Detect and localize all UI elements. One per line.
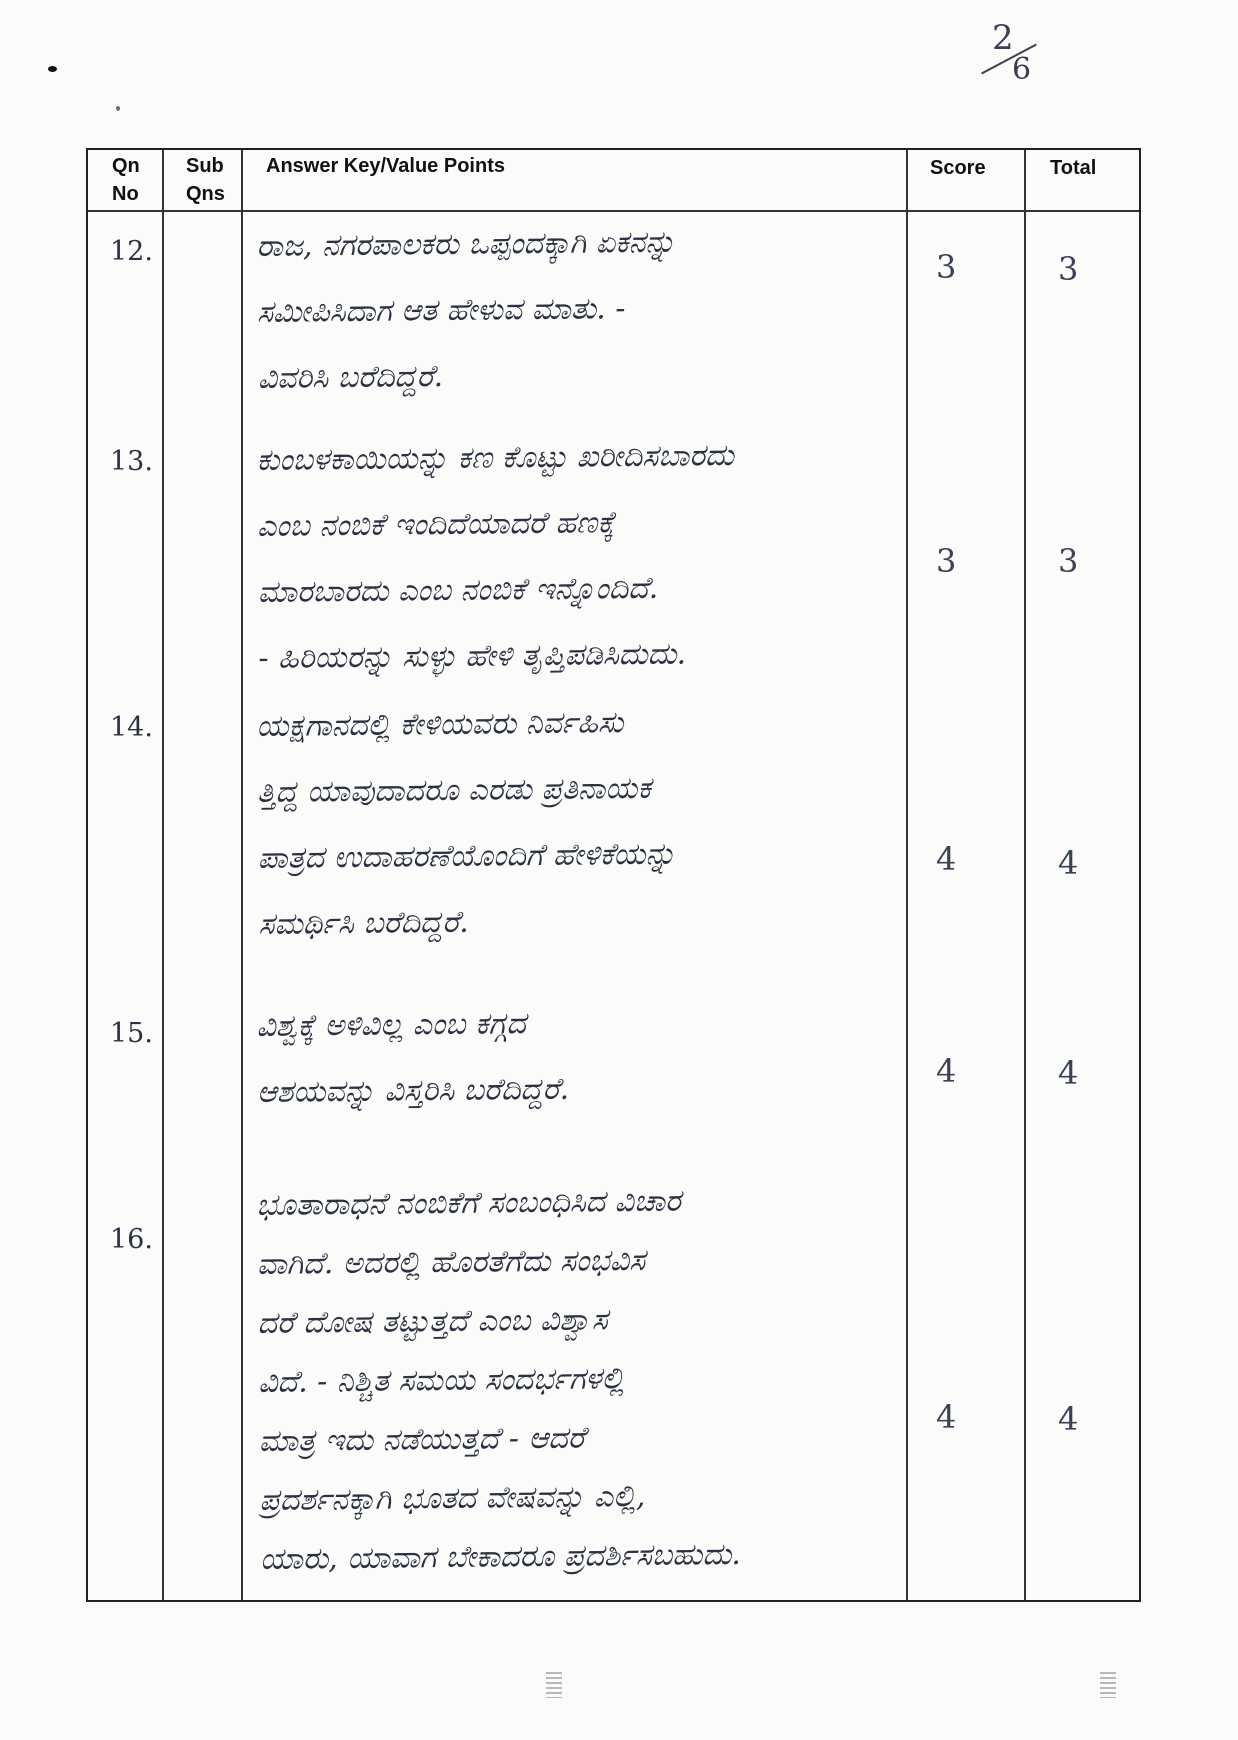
total-value: 4 xyxy=(1058,1400,1079,1438)
answer-line: - ಹಿರಿಯರನ್ನು ಸುಳ್ಳು ಹೇಳಿ ತೃಪ್ತಿಪಡಿಸಿದುದು. xyxy=(258,636,687,676)
ink-speck xyxy=(116,106,120,111)
total-value: 3 xyxy=(1058,542,1079,580)
answer-text xyxy=(256,1169,920,1589)
answer-line: ತ್ತಿದ್ದ ಯಾವುದಾದರೂ ಎರಡು ಪ್ರತಿನಾಯಕ xyxy=(256,770,652,810)
answer-text xyxy=(256,421,919,692)
answer-line: ವಾಗಿದೆ. ಅದರಲ್ಲಿ ಹೊರತೆಗೆದು ಸಂಭವಿಸ xyxy=(256,1242,646,1282)
answer-key-table xyxy=(86,148,1141,1602)
header-total: Total xyxy=(1050,157,1097,179)
answer-line: ಪಾತ್ರದ ಉದಾಹರಣೆಯೊಂದಿಗೆ ಹೇಳಿಕೆಯನ್ನು xyxy=(257,836,677,876)
score-value: 3 xyxy=(936,542,957,580)
total-value: 4 xyxy=(1058,844,1079,882)
page-number-current: 2 xyxy=(992,18,1014,58)
answer-line: ರಾಜ, ನಗರಪಾಲಕರು ಒಪ್ಪಂದಕ್ಕಾಗಿ ಏಕನನ್ನು xyxy=(256,224,676,264)
answer-line: ವಿವರಿಸಿ ಬರೆದಿದ್ದರೆ. xyxy=(257,359,444,396)
total-value: 4 xyxy=(1058,1054,1079,1092)
header-qn-no: Qn No xyxy=(112,155,140,205)
header-score: Score xyxy=(930,157,986,179)
answer-line: ಸಮರ್ಥಿಸಿ ಬರೆದಿದ್ದರೆ. xyxy=(258,904,469,942)
page-number-total: 6 xyxy=(1012,52,1032,87)
page-number-mark xyxy=(968,14,1048,87)
answer-line: ಮಾತ್ರ ಇದು ನಡೆಯುತ್ತದೆ - ಆದರೆ xyxy=(258,1420,585,1459)
column-divider xyxy=(162,150,164,1600)
score-value: 3 xyxy=(936,248,957,286)
answer-line: ವಿದೆ. - ನಿಶ್ಚಿತ ಸಮಯ ಸಂದರ್ಭಗಳಲ್ಲಿ xyxy=(257,1361,625,1400)
answer-line: ಕುಂಬಳಕಾಯಿಯನ್ನು ಕಣ ಕೊಟ್ಟು ಖರೀದಿಸಬಾರದು xyxy=(256,437,735,478)
answer-text xyxy=(256,207,918,412)
answer-line: ಸಮೀಪಿಸಿದಾಗ ಆತ ಹೇಳುವ ಮಾತು. - xyxy=(256,291,626,330)
answer-line: ದರೆ ದೋಷ ತಟ್ಟುತ್ತದೆ ಎಂಬ ವಿಶ್ವಾಸ xyxy=(257,1302,608,1341)
answer-line: ಎಂಬ ನಂಬಿಕೆ ಇಂದಿದೆಯಾದರೆ ಹಣಕ್ಕೆ xyxy=(256,505,616,544)
answer-text xyxy=(256,987,917,1126)
total-value: 3 xyxy=(1058,250,1079,288)
answer-line: ಆಶಯವನ್ನು ವಿಸ್ತರಿಸಿ ಬರೆದಿದ್ದರೆ. xyxy=(256,1071,570,1110)
answer-line: ಯಕ್ಷಗಾನದಲ್ಲಿ ಕೇಳಿಯವರು ನಿರ್ವಹಿಸು xyxy=(256,705,624,744)
ink-speck xyxy=(48,66,57,72)
answer-line: ಮಾರಬಾರದು ಎಂಬ ನಂಬಿಕೆ ಇನ್ನೊಂದಿದೆ. xyxy=(257,570,659,610)
answer-line: ವಿಶ್ವಕ್ಕೆ ಅಳಿವಿಲ್ಲ ಎಂಬ ಕಗ್ಗದ xyxy=(256,1006,526,1044)
question-number: 15. xyxy=(110,1018,153,1049)
question-number: 12. xyxy=(110,236,153,267)
answer-line: ಭೂತಾರಾಧನೆ ನಂಬಿಕೆಗೆ ಸಂಬಂಧಿಸಿದ ವಿಚಾರ xyxy=(256,1183,682,1223)
answer-text xyxy=(256,687,919,958)
column-divider xyxy=(1024,150,1026,1600)
column-divider xyxy=(241,150,243,1600)
question-number: 13. xyxy=(110,446,153,477)
answer-line: ಪ್ರದರ್ಶನಕ್ಕಾಗಿ ಭೂತದ ವೇಷವನ್ನು ಎಲ್ಲಿ, xyxy=(259,1478,646,1518)
scan-artifact xyxy=(546,1672,562,1698)
answer-line: ಯಾರು, ಯಾವಾಗ ಬೇಕಾದರೂ ಪ್ರದರ್ಶಿಸಬಹುದು. xyxy=(259,1536,742,1577)
score-value: 4 xyxy=(936,1052,957,1090)
score-value: 4 xyxy=(936,840,957,878)
header-sub-qns: Sub Qns xyxy=(186,155,225,205)
score-value: 4 xyxy=(936,1398,957,1436)
question-number: 14. xyxy=(110,712,153,743)
header-answer-key: Answer Key/Value Points xyxy=(266,155,505,177)
scan-artifact xyxy=(1100,1672,1116,1698)
question-number: 16. xyxy=(110,1224,153,1255)
